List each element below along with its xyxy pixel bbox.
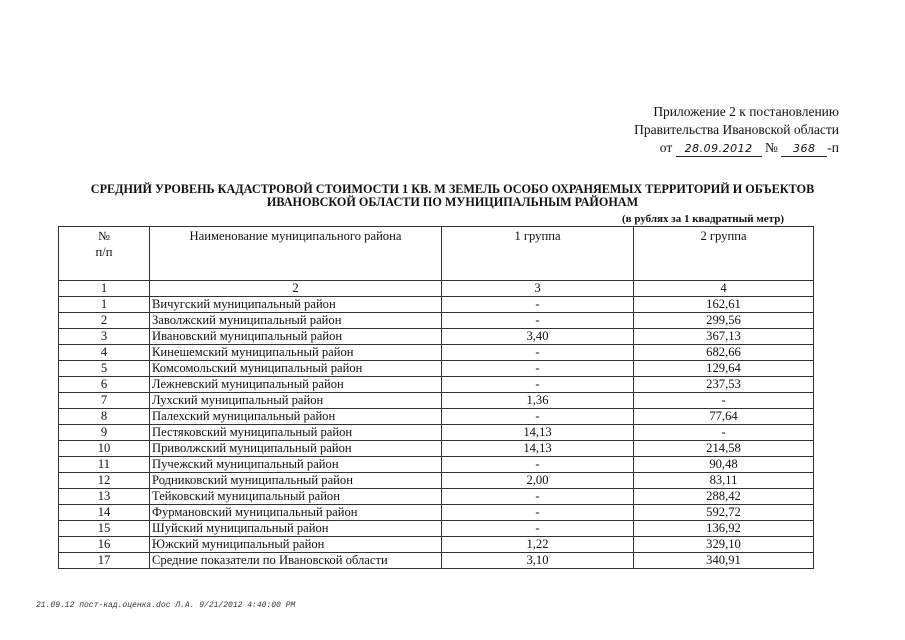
- row-number: 1: [59, 297, 150, 313]
- table-header-row: [59, 227, 814, 281]
- district-name: Лухский муниципальный район: [150, 393, 442, 409]
- from-label: от: [659, 140, 673, 155]
- group-2-value: 329,10: [634, 537, 814, 553]
- group-1-value: 14,13: [442, 425, 634, 441]
- row-number: 9: [59, 425, 150, 441]
- table-row: [59, 457, 814, 473]
- header-number: № п/п: [59, 227, 150, 281]
- column-number: 4: [634, 281, 814, 297]
- units-note: (в рублях за 1 квадратный метр): [622, 213, 784, 225]
- group-2-value: 299,56: [634, 313, 814, 329]
- row-number: 14: [59, 505, 150, 521]
- row-number: 2: [59, 313, 150, 329]
- district-name: Комсомольский муниципальный район: [150, 361, 442, 377]
- district-name: Приволжский муниципальный район: [150, 441, 442, 457]
- group-2-value: -: [634, 393, 814, 409]
- table-row: [59, 505, 814, 521]
- row-number: 17: [59, 553, 150, 569]
- district-name: Кинешемский муниципальный район: [150, 345, 442, 361]
- district-name: Заволжский муниципальный район: [150, 313, 442, 329]
- row-number: 7: [59, 393, 150, 409]
- title-line-1: СРЕДНИЙ УРОВЕНЬ КАДАСТРОВОЙ СТОИМОСТИ 1 КВ. М ЗЕМЕЛЬ ОСОБО ОХРАНЯЕМЫХ ТЕРРИТОРИЙ И ОБЪЕКТОВ: [90, 182, 815, 196]
- appendix-header: [634, 103, 839, 157]
- column-number: 1: [59, 281, 150, 297]
- header-group-2: 2 группа: [634, 227, 814, 281]
- group-1-value: -: [442, 505, 634, 521]
- group-1-value: -: [442, 345, 634, 361]
- table-row: [59, 393, 814, 409]
- group-1-value: 1,22: [442, 537, 634, 553]
- row-number: 5: [59, 361, 150, 377]
- table-row: [59, 425, 814, 441]
- group-2-value: -: [634, 425, 814, 441]
- group-2-value: 682,66: [634, 345, 814, 361]
- document-footer: 21.09.12 пост-кад.оценка.doc Л.А. 9/21/2012 4:40:00 PM: [36, 601, 296, 610]
- group-1-value: -: [442, 489, 634, 505]
- group-2-value: 90,48: [634, 457, 814, 473]
- table-row: [59, 377, 814, 393]
- district-name: Родниковский муниципальный район: [150, 473, 442, 489]
- group-2-value: 77,64: [634, 409, 814, 425]
- row-number: 10: [59, 441, 150, 457]
- group-1-value: 2,00: [442, 473, 634, 489]
- group-2-value: 214,58: [634, 441, 814, 457]
- table-row: [59, 361, 814, 377]
- table-row: [59, 521, 814, 537]
- group-1-value: -: [442, 521, 634, 537]
- column-number: 2: [150, 281, 442, 297]
- group-2-value: 288,42: [634, 489, 814, 505]
- header-group-1: 1 группа: [442, 227, 634, 281]
- table-row: [59, 489, 814, 505]
- district-name: Южский муниципальный район: [150, 537, 442, 553]
- row-number: 12: [59, 473, 150, 489]
- district-name: Пестяковский муниципальный район: [150, 425, 442, 441]
- group-2-value: 162,61: [634, 297, 814, 313]
- table-row: [59, 409, 814, 425]
- row-number: 13: [59, 489, 150, 505]
- district-name: Палехский муниципальный район: [150, 409, 442, 425]
- row-number: 15: [59, 521, 150, 537]
- group-1-value: -: [442, 361, 634, 377]
- table-row: [59, 553, 814, 569]
- district-name: Тейковский муниципальный район: [150, 489, 442, 505]
- appendix-line-1: Приложение 2 к постановлению: [653, 104, 839, 119]
- cadastral-value-table: [58, 226, 814, 569]
- handwritten-date: 28.09.2012: [676, 142, 762, 157]
- title-line-2: ИВАНОВСКОЙ ОБЛАСТИ ПО МУНИЦИПАЛЬНЫМ РАЙОНАМ: [266, 195, 639, 209]
- number-label: №: [765, 140, 778, 155]
- group-1-value: 1,36: [442, 393, 634, 409]
- district-name: Вичугский муниципальный район: [150, 297, 442, 313]
- row-number: 4: [59, 345, 150, 361]
- table-row: [59, 297, 814, 313]
- group-2-value: 367,13: [634, 329, 814, 345]
- number-suffix: -п: [827, 140, 839, 155]
- column-number: 3: [442, 281, 634, 297]
- group-2-value: 83,11: [634, 473, 814, 489]
- table-row: [59, 441, 814, 457]
- row-number: 3: [59, 329, 150, 345]
- column-number-row: [59, 281, 814, 297]
- group-2-value: 237,53: [634, 377, 814, 393]
- group-1-value: -: [442, 313, 634, 329]
- table-row: [59, 313, 814, 329]
- group-1-value: -: [442, 409, 634, 425]
- district-name: Лежневский муниципальный район: [150, 377, 442, 393]
- row-number: 6: [59, 377, 150, 393]
- group-2-value: 592,72: [634, 505, 814, 521]
- group-1-value: 14,13: [442, 441, 634, 457]
- group-1-value: -: [442, 377, 634, 393]
- handwritten-number: 368: [781, 142, 827, 157]
- appendix-line-2: Правительства Ивановской области: [634, 122, 839, 137]
- table-row: [59, 473, 814, 489]
- row-number: 11: [59, 457, 150, 473]
- group-2-value: 136,92: [634, 521, 814, 537]
- district-name: Фурмановский муниципальный район: [150, 505, 442, 521]
- header-district-name: Наименование муниципального района: [150, 227, 442, 281]
- district-name: Шуйский муниципальный район: [150, 521, 442, 537]
- table-row: [59, 345, 814, 361]
- group-1-value: -: [442, 457, 634, 473]
- group-2-value: 129,64: [634, 361, 814, 377]
- group-2-value: 340,91: [634, 553, 814, 569]
- group-1-value: -: [442, 297, 634, 313]
- row-number: 16: [59, 537, 150, 553]
- group-1-value: 3,40: [442, 329, 634, 345]
- table-row: [59, 537, 814, 553]
- appendix-line-3: [634, 139, 839, 157]
- district-name: Средние показатели по Ивановской области: [150, 553, 442, 569]
- district-name: Ивановский муниципальный район: [150, 329, 442, 345]
- document-title: [0, 183, 905, 209]
- table-row: [59, 329, 814, 345]
- row-number: 8: [59, 409, 150, 425]
- district-name: Пучежский муниципальный район: [150, 457, 442, 473]
- group-1-value: 3,10: [442, 553, 634, 569]
